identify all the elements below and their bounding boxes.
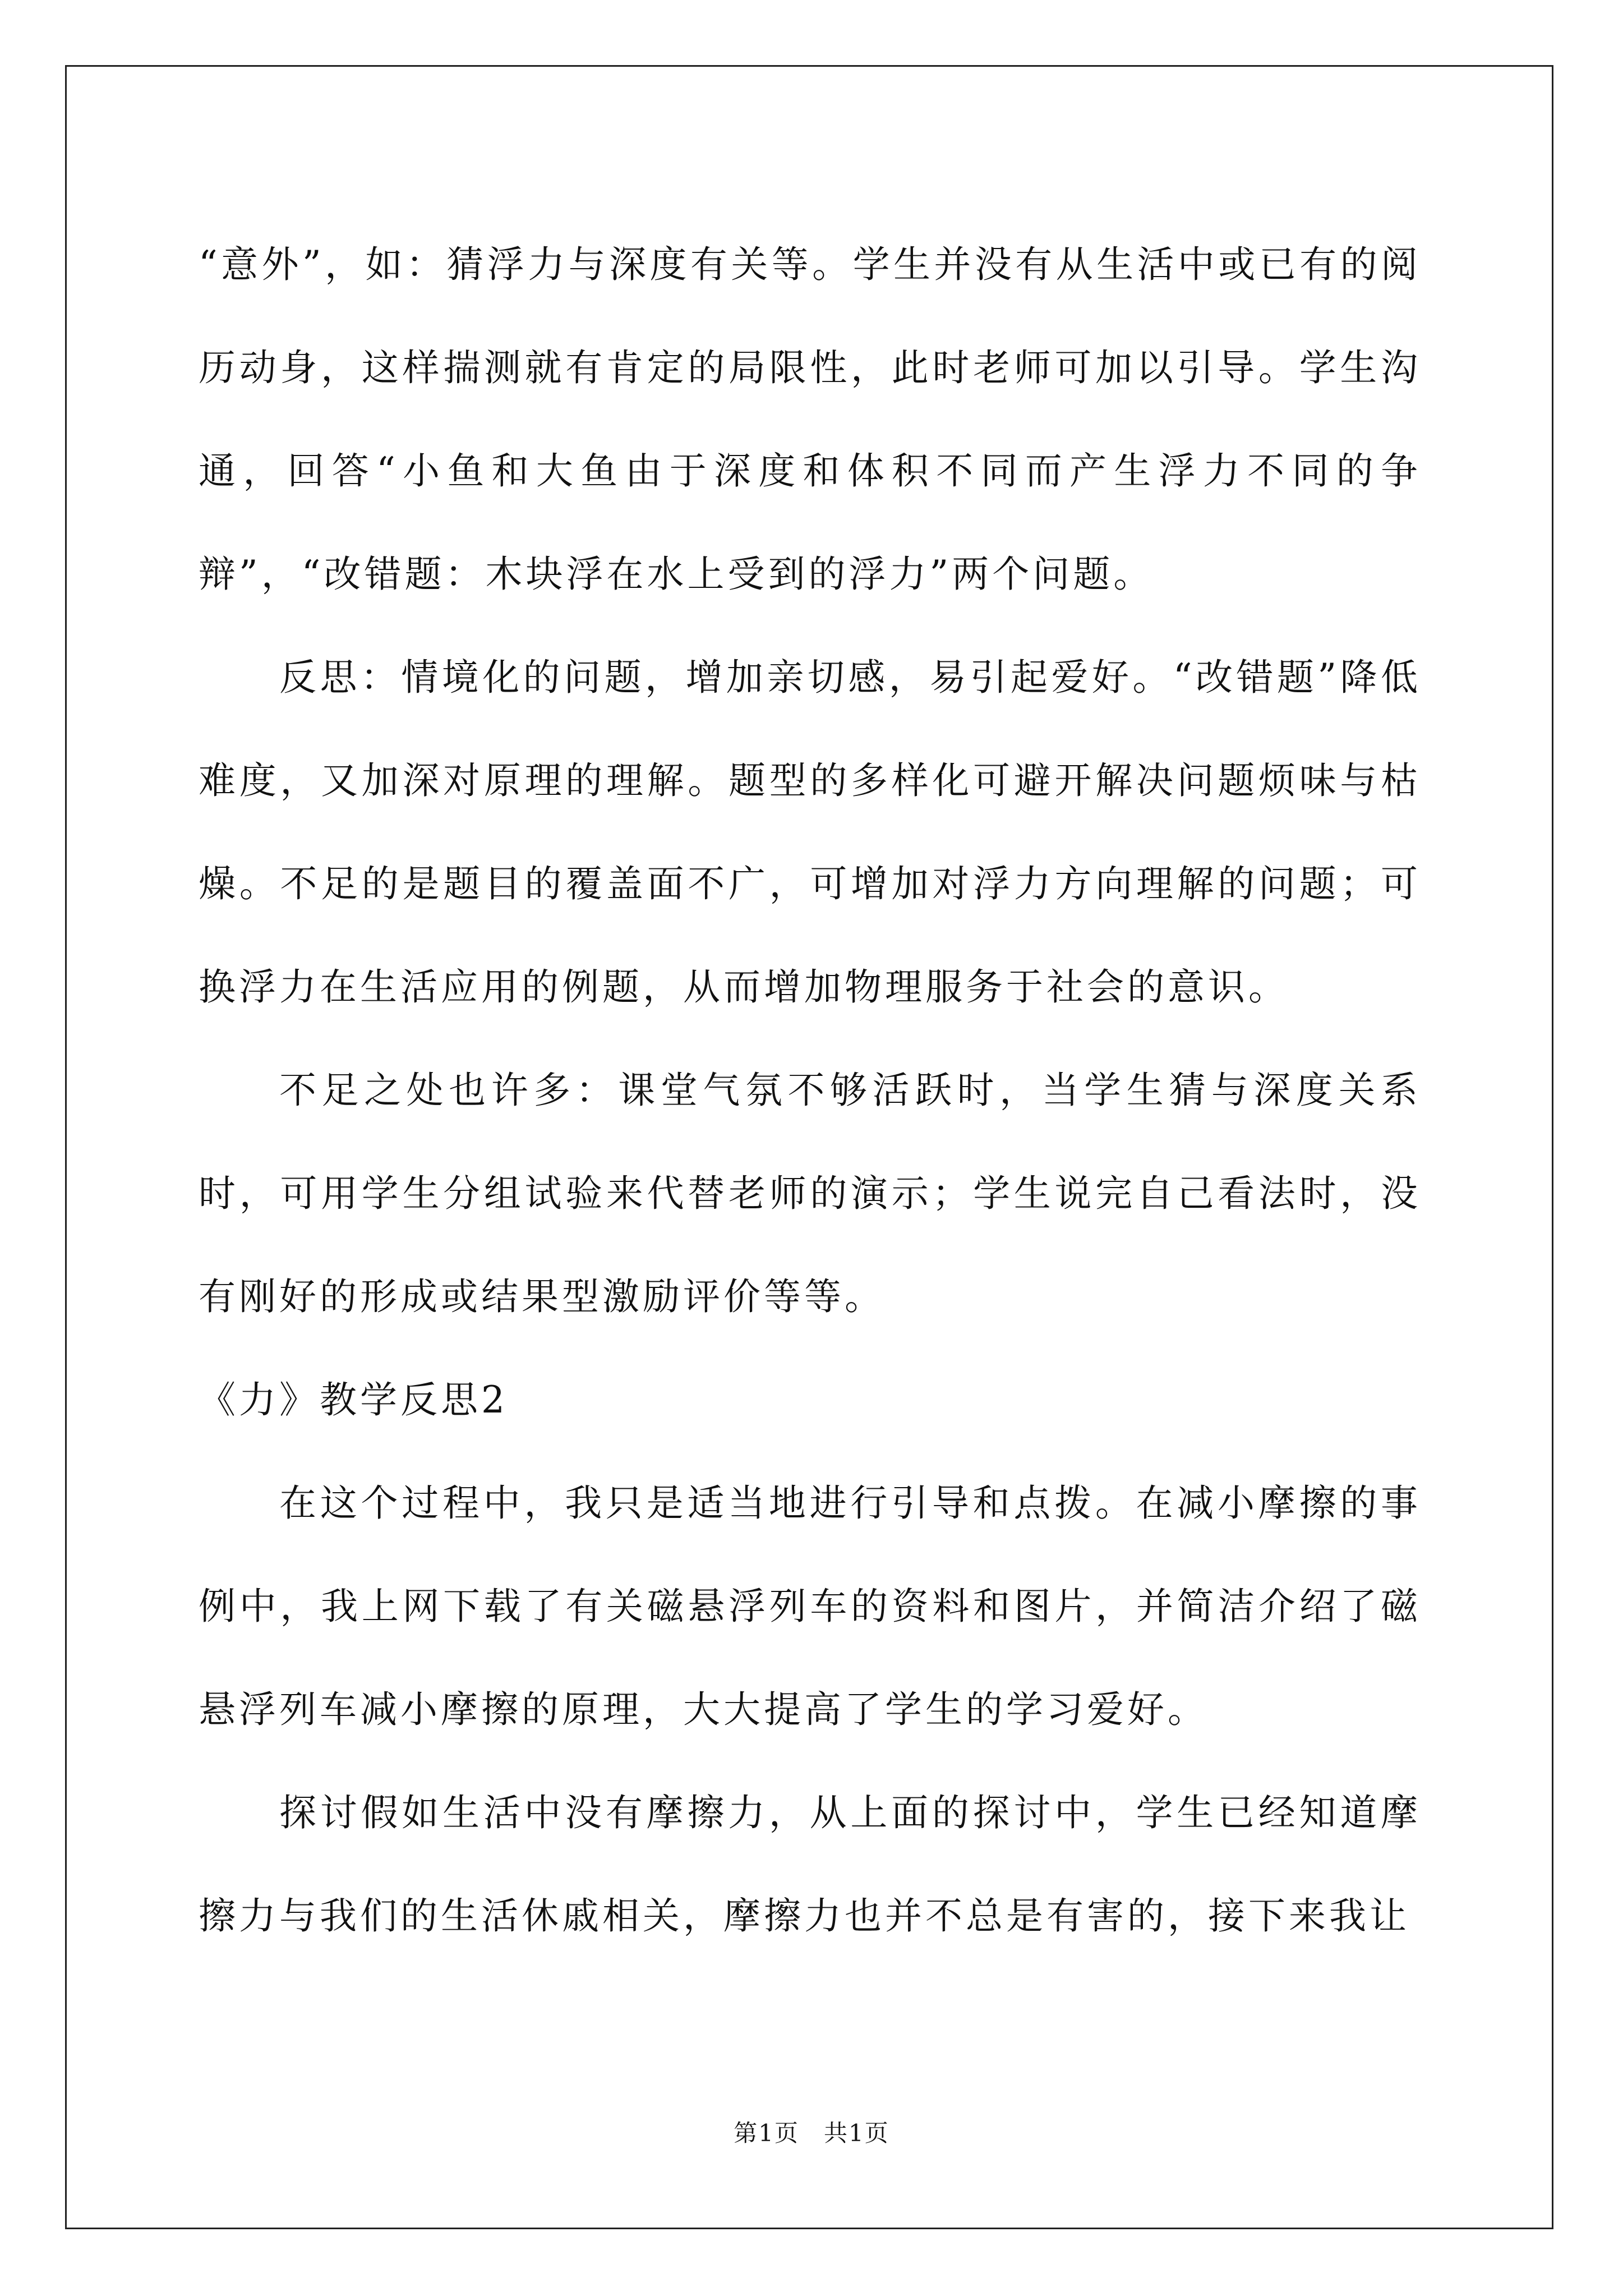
document-body bbox=[199, 213, 1421, 1968]
page-footer: 第1页 共1页 bbox=[734, 2119, 889, 2147]
paragraph-1: “意外”，如：猜浮力与深度有关等。学生并没有从生活中或已有的阅历动身，这样揣测就有肯定的局限性，此时老师可加以引导。学生沟通，回答“小鱼和大鱼由于深度和体积不同而产生浮力不同的争辩”，“改错题：木块浮在水上受到的浮力”两个问题。 bbox=[199, 243, 1421, 596]
paragraph-2: 反思：情境化的问题，增加亲切感，易引起爱好。“改错题”降低难度，又加深对原理的理解。题型的多样化可避开解决问题烦味与枯燥。不足的是题目的覆盖面不广，可增加对浮力方向理解的问题；可换浮力在生活应用的例题，从而增加物理服务于社会的意识。 bbox=[199, 656, 1421, 1009]
paragraph-4: 在这个过程中，我只是适当地进行引导和点拨。在减小摩擦的事例中，我上网下载了有关磁悬浮列车的资料和图片，并简洁介绍了磁悬浮列车减小摩擦的原理，大大提高了学生的学习爱好。 bbox=[199, 1481, 1421, 1731]
paragraph-5: 探讨假如生活中没有摩擦力，从上面的探讨中，学生已经知道摩擦力与我们的生活休戚相关，摩擦力也并不总是有害的，接下来我让 bbox=[199, 1791, 1421, 1938]
section-heading: 《力》教学反思2 bbox=[199, 1378, 508, 1421]
paragraph-3: 不足之处也许多：课堂气氛不够活跃时，当学生猜与深度关系时，可用学生分组试验来代替老师的演示；学生说完自己看法时，没有刚好的形成或结果型激励评价等等。 bbox=[199, 1069, 1421, 1318]
